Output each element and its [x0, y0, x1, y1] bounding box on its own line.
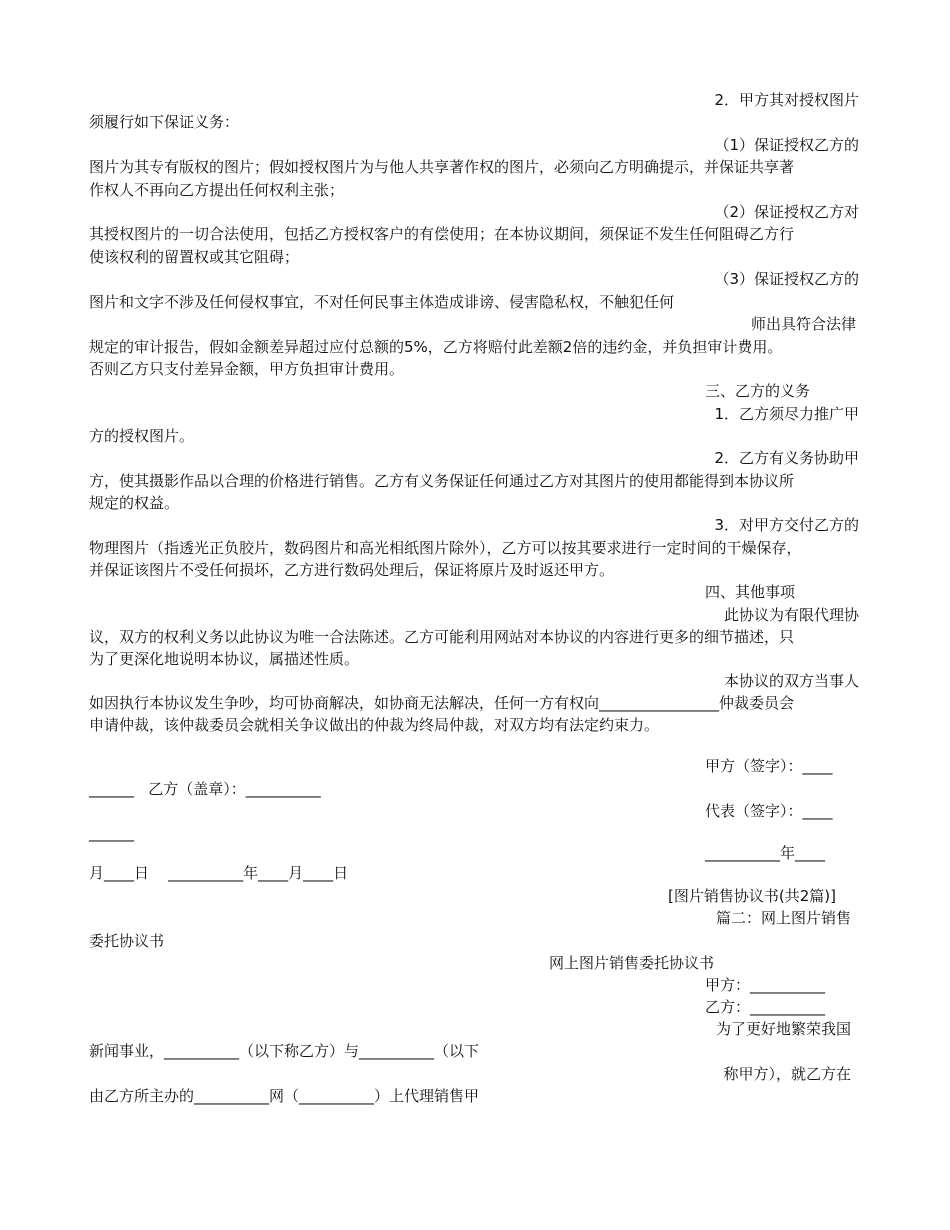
text-line: 为了更好地繁荣我国	[715, 1020, 851, 1038]
clause-2-heading: 2．甲方其对授权图片	[714, 91, 859, 109]
text-line: 如因执行本协议发生争吵，均可协商解决，如协商无法解决，任何一方有权向________________仲裁委员会	[89, 694, 795, 712]
clause-item-3: 3．对甲方交付乙方的	[714, 516, 859, 534]
date-line: __________年____	[705, 844, 826, 862]
text-line: 否则乙方只支付差异金额，甲方负担审计费用。	[89, 360, 405, 378]
text-line: 此协议为有限代理协	[723, 606, 859, 624]
text-line: 方，使其摄影作品以合理的价格进行销售。乙方有义务保证任何通过乙方对其图片的使用都能得到本协议所	[89, 472, 795, 490]
document-title: [图片销售协议书(共2篇)]	[668, 887, 836, 905]
text-line: 委托协议书	[89, 932, 165, 950]
clause-item-1: 1．乙方须尽力推广甲	[714, 405, 859, 423]
text-line: 图片为其专有版权的图片；假如授权图片为与他人共享著作权的图片，必须向乙方明确提示，并保证共享著	[89, 158, 795, 176]
text-line: 新闻事业，__________（以下称乙方）与__________（以下	[89, 1042, 480, 1060]
clause-item-2: （2）保证授权乙方对	[714, 203, 859, 221]
text-line: 物理图片（指透光正负胶片，数码图片和高光相纸图片除外），乙方可以按其要求进行一定时间的干燥保存，	[89, 539, 802, 557]
representative-signature: 代表（签字）：____	[705, 802, 833, 820]
text-line: 师出具符合法律	[750, 315, 856, 333]
text-line: 图片和文字不涉及任何侵权事宜，不对任何民事主体造成诽谤、侵害隐私权，不触犯任何	[89, 293, 675, 311]
date-line: 月____日 __________年____月____日	[89, 864, 349, 882]
party-b-field: 乙方：__________	[705, 998, 826, 1016]
section-4-heading: 四、其他事项	[705, 583, 796, 601]
text-line: 规定的权益。	[89, 494, 180, 512]
text-line: 使该权利的留置权或其它阻碍；	[89, 248, 300, 266]
text-line: 为了更深化地说明本协议，属描述性质。	[89, 650, 360, 668]
text-line: ______	[89, 824, 134, 842]
text-line: 须履行如下保证义务：	[89, 113, 240, 131]
party-a-field: 甲方：__________	[705, 976, 826, 994]
section-3-heading: 三、乙方的义务	[705, 382, 811, 400]
text-line: 申请仲裁，该仲裁委员会就相关争议做出的仲裁为终局仲裁，对双方均有法定约束力。	[89, 716, 660, 734]
clause-item-1: （1）保证授权乙方的	[714, 136, 859, 154]
party-b-seal: ______ 乙方（盖章）：__________	[89, 780, 321, 798]
text-line: 作权人不再向乙方提出任何权利主张；	[89, 181, 345, 199]
agreement-title: 网上图片销售委托协议书	[549, 954, 715, 972]
text-line: 议，双方的权利义务以此协议为唯一合法陈述。乙方可能利用网站对本协议的内容进行更多的细节描述，只	[89, 628, 795, 646]
text-line: 规定的审计报告，假如金额差异超过应付总额的5%，乙方将赔付此差额2倍的违约金，并负担审计费用。	[89, 338, 783, 356]
clause-item-3: （3）保证授权乙方的	[714, 270, 859, 288]
text-line: 并保证该图片不受任何损坏，乙方进行数码处理后，保证将原片及时返还甲方。	[89, 561, 615, 579]
part-2-heading: 篇二：网上图片销售	[715, 909, 851, 927]
text-line: 称甲方），就乙方在	[723, 1065, 851, 1083]
text-line: 本协议的双方当事人	[723, 672, 859, 690]
text-line: 方的授权图片。	[89, 427, 195, 445]
clause-item-2: 2．乙方有义务协助甲	[714, 449, 859, 467]
text-line: 其授权图片的一切合法使用，包括乙方授权客户的有偿使用；在本协议期间，须保证不发生任何阻碍乙方行	[89, 225, 795, 243]
text-line: 由乙方所主办的__________网（__________）上代理销售甲	[89, 1087, 480, 1105]
party-a-signature: 甲方（签字）：____	[705, 757, 833, 775]
